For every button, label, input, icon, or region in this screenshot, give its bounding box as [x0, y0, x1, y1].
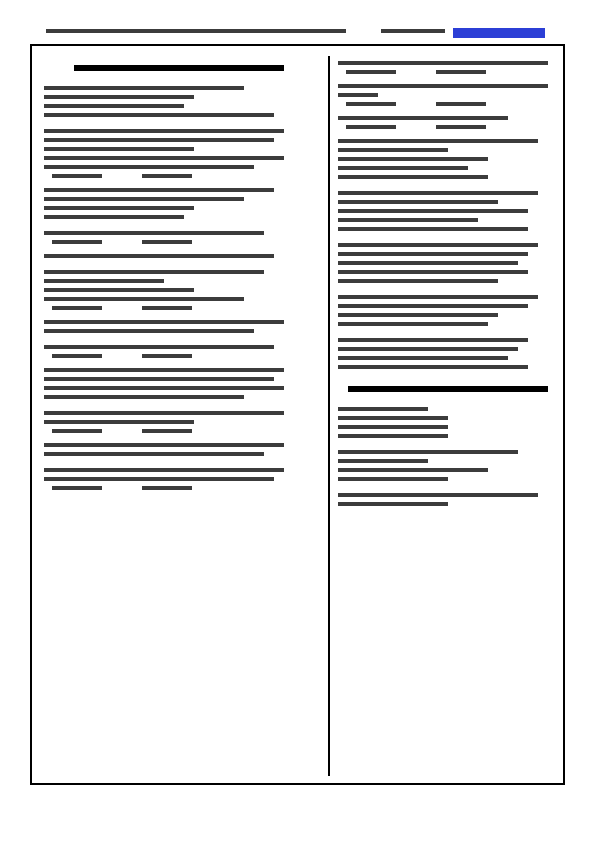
question-block — [338, 139, 556, 181]
question-block — [44, 86, 314, 119]
question-block — [44, 345, 314, 358]
question-block — [338, 295, 556, 328]
question-block — [338, 450, 556, 483]
question-block — [338, 116, 556, 129]
page-frame — [30, 44, 565, 785]
question-block — [44, 188, 314, 221]
question-block — [338, 338, 556, 371]
question-block — [338, 243, 556, 285]
question-block — [338, 191, 556, 233]
question-block — [44, 270, 314, 310]
question-block — [44, 231, 314, 244]
section-title — [44, 60, 314, 76]
left-column — [44, 58, 314, 500]
question-block — [338, 84, 556, 106]
running-header — [34, 26, 561, 40]
question-block — [44, 411, 314, 433]
question-block — [44, 443, 314, 458]
question-block — [338, 407, 556, 440]
question-block — [44, 468, 314, 490]
column-divider — [328, 56, 330, 776]
question-block — [338, 493, 556, 508]
right-column — [338, 58, 556, 518]
question-block — [44, 368, 314, 401]
question-block — [44, 320, 314, 335]
header-link[interactable] — [453, 28, 545, 38]
question-block — [338, 61, 556, 74]
question-block — [44, 129, 314, 178]
header-text — [46, 29, 346, 37]
question-block — [44, 254, 314, 260]
section-title — [338, 381, 556, 397]
